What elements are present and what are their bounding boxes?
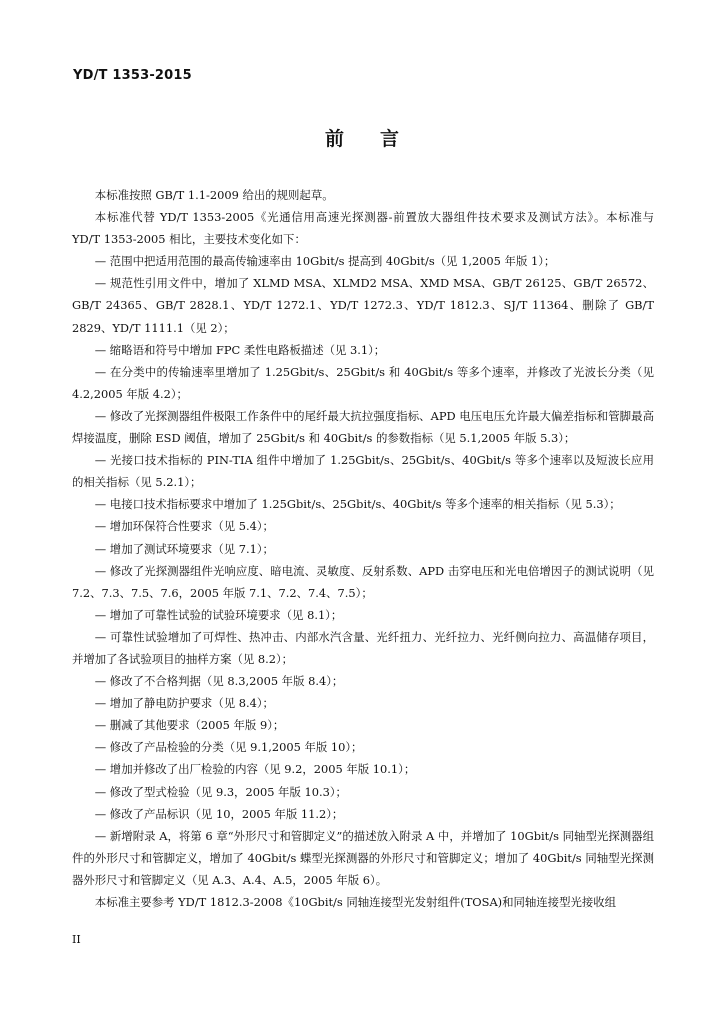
paragraph: — 缩略语和符号中增加 FPC 柔性电路板描述（见 3.1）； [94, 342, 386, 357]
page-title: 前言 [324, 128, 435, 150]
paragraph: — 在分类中的传输速率里增加了 1.25Gbit/s、25Gbit/s 和 40Gbit/s 等多个速率，并修改了光波长分类（见 4.2,2005 年版 4.2）； [72, 364, 654, 401]
standard-code: YD/T 1353-2015 [73, 68, 192, 83]
paragraph: 本标准代替 YD/T 1353-2005《光通信用高速光探测器-前置放大器组件技术要求及测试方法》。本标准与 YD/T 1353-2005 相比，主要技术变化如下： [72, 210, 654, 247]
paragraph: — 可靠性试验增加了可焊性、热冲击、内部水汽含量、光纤扭力、光纤拉力、光纤侧向拉力、高温储存项目，并增加了各试验项目的抽样方案（见 8.2）； [72, 629, 654, 666]
paragraph: — 电接口技术指标要求中增加了 1.25Gbit/s、25Gbit/s、40Gbit/s 等多个速率的相关指标（见 5.3）； [94, 497, 621, 512]
page-number: II [72, 933, 81, 946]
paragraph: — 范围中把适用范围的最高传输速率由 10Gbit/s 提高到 40Gbit/s（见 1,2005 年版 1）； [94, 254, 556, 269]
paragraph: — 光接口技术指标的 PIN-TIA 组件中增加了 1.25Gbit/s、25Gbit/s、40Gbit/s 等多个速率以及短波长应用的相关指标（见 5.2.1）； [72, 453, 654, 490]
paragraph: — 修改了光探测器组件光响应度、暗电流、灵敏度、反射系数、APD 击穿电压和光电倍增因子的测试说明（见 7.2、7.3、7.5、7.6，2005 年版 7.1、7.2、7.4、7.5）； [72, 563, 654, 600]
paragraph: — 增加了测试环境要求（见 7.1）； [94, 541, 274, 556]
paragraph: — 修改了产品标识（见 10，2005 年版 11.2）； [94, 806, 344, 821]
paragraph: — 修改了型式检验（见 9.3，2005 年版 10.3）； [94, 784, 347, 799]
paragraph: — 删减了其他要求（2005 年版 9）； [94, 718, 285, 733]
paragraph: 本标准按照 GB/T 1.1-2009 给出的规则起草。 [94, 188, 334, 202]
paragraph: — 增加了可靠性试验的试验环境要求（见 8.1）； [94, 607, 343, 622]
paragraph: — 增加了静电防护要求（见 8.4）； [94, 696, 274, 711]
foreword-body [72, 184, 654, 913]
paragraph: — 增加并修改了出厂检验的内容（见 9.2，2005 年版 10.1）； [94, 762, 416, 777]
paragraph: — 修改了光探测器组件极限工作条件中的尾纤最大抗拉强度指标、APD 电压电压允许最大偏差指标和管脚最高焊接温度，删除 ESD 阈值，增加了 25Gbit/s 和 40Gbit/s 的参数指标（见 5.1,2005 年版 5.3）； [72, 408, 654, 446]
paragraph: — 规范性引用文件中，增加了 XLMD MSA、XLMD2 MSA、XMD MSA、GB/T 26125、GB/T 26572、GB/T 24365、GB/T 2828.1、YD/T 1272.1、YD/T 1272.3、YD/T 1812.3、SJ/T 11364、删除了 GB/T 2829、YD/T 1111.1（见 2）； [72, 276, 654, 335]
paragraph: — 增加环保符合性要求（见 5.4）； [94, 519, 274, 534]
paragraph: — 修改了不合格判据（见 8.3,2005 年版 8.4）； [94, 674, 344, 689]
paragraph: 本标准主要参考 YD/T 1812.3-2008《10Gbit/s 同轴连接型光发射组件(TOSA)和同轴连接型光接收组 [94, 895, 617, 909]
paragraph: — 新增附录 A，将第 6 章“外形尺寸和管脚定义”的描述放入附录 A 中，并增加了 10Gbit/s 同轴型光探测器组件的外形尺寸和管脚定义，增加了 40Gbit/s 蝶型光探测器的外形尺寸和管脚定义；增加了 40Gbit/s 同轴型光探测器外形尺寸和管脚定义（见 A.3、A.4、A.5，2005 年版 6）。 [72, 828, 654, 887]
paragraph: — 修改了产品检验的分类（见 9.1,2005 年版 10）； [94, 740, 363, 755]
